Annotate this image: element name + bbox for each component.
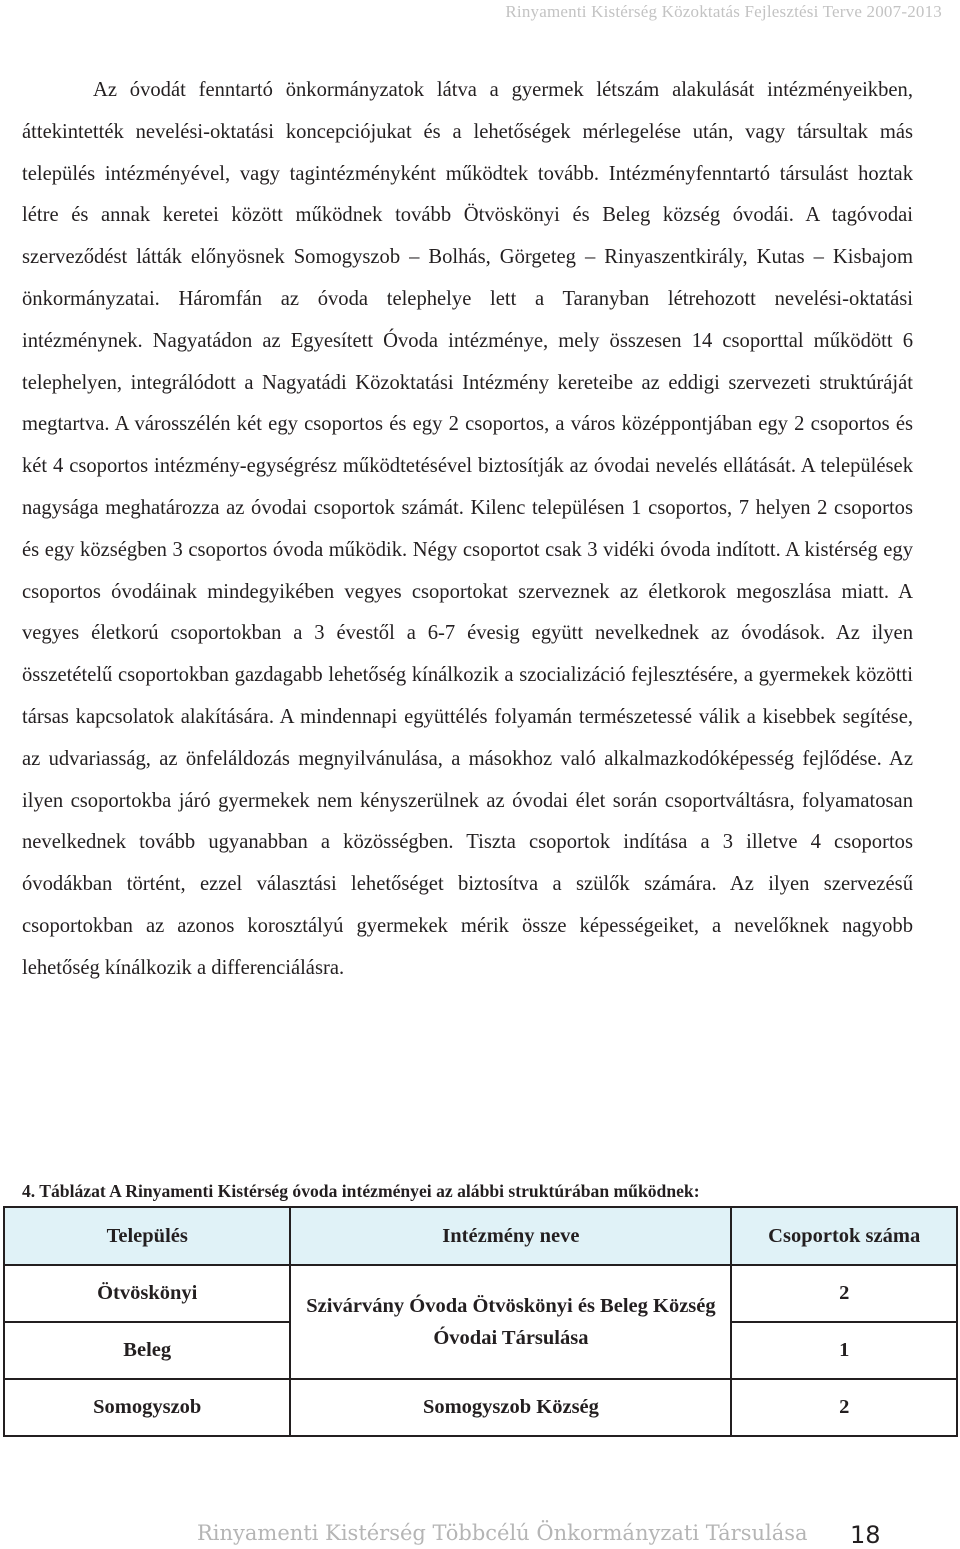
groups-cell: 1 bbox=[731, 1322, 957, 1379]
groups-cell: 2 bbox=[731, 1265, 957, 1322]
groups-cell: 2 bbox=[731, 1379, 957, 1436]
table-row bbox=[4, 1265, 957, 1322]
institution-cell: Szivárvány Óvoda Ötvöskönyi és Beleg Község Óvodai Társulása bbox=[290, 1265, 731, 1379]
running-header: Rinyamenti Kistérség Közoktatás Fejlesztési Terve 2007-2013 bbox=[505, 2, 942, 21]
column-header-groups: Csoportok száma bbox=[731, 1207, 957, 1265]
column-header-settlement: Település bbox=[4, 1207, 290, 1265]
running-footer: Rinyamenti Kistérség Többcélú Önkormányzati Társulása bbox=[197, 1521, 808, 1545]
table-caption: 4. Táblázat A Rinyamenti Kistérség óvoda intézményei az alábbi struktúrában működnek: bbox=[22, 1181, 700, 1201]
institution-cell: Somogyszob Község bbox=[290, 1379, 731, 1436]
body-paragraph: Az óvodát fenntartó önkormányzatok látva a gyermek létszám alakulását intézményeikben, áttekintették nevelési-oktatási koncepciójukat és a lehetőségek mérlegelése után, vagy társultak más település intézményével, vagy tagintézményként működtek tovább. Intézményfenntartó társulást hoztak létre és annak keretei között működnek tovább Ötvöskönyi és Beleg község óvodái. A tagóvodai szerveződést látták előnyösnek Somogyszob – Bolhás, Görgeteg – Rinyaszentkirály, Kutas – Kisbajom önkormányzatai. Háromfán az óvoda telephelye lett a Taranyban létrehozott nevelési-oktatási intézménynek. Nagyatádon az Egyesített Óvoda intézménye, mely összesen 14 csoporttal működött 6 telephelyen, integrálódott a Nagyatádi Közoktatási Intézmény kereteibe az eddigi szervezeti struktúráját megtartva. A városszélén két egy csoportos és egy 2 csoportos, a város középpontjában egy 2 csoportos és két 4 csoportos intézmény-egységrész működtetésével biztosítják az óvodai nevelés ellátását. A települések nagysága meghatározza az óvodai csoportok számát. Kilenc településen 1 csoportos, 7 helyen 2 csoportos és egy községben 3 csoportos óvoda működik. Négy csoportot csak 3 vidéki óvoda indított. A kistérség egy csoportos óvodáinak mindegyikében vegyes csoportokat szerveznek az életkorok megoszlása miatt. A vegyes életkorú csoportokban a 3 évestől a 6-7 évesig együtt nevelkednek az óvodások. Az ilyen összetételű csoportokban gazdagabb lehetőség kínálkozik a szocializáció fejlesztésére, a gyermekek közötti társas kapcsolatok alakítására. A mindennapi együttélés folyamán természetessé válik a kisebbek segítése, az udvariasság, az önfeláldozás megnyilvánulása, a másokhoz való alkalmazkodóképesség fejlődése. Az ilyen csoportokba járó gyermekek nem kényszerülnek az óvodai élet során csoportváltásra, folyamatosan nevelkednek tovább ugyanabban a közösségben. Tiszta csoportok indítása a 3 illetve 4 csoportos óvodákban történt, ezzel választási lehetőséget biztosítva a szülők számára. Az ilyen szervezésű csoportokban az azonos korosztályú gyermekek mérik össze képességeiket, a nevelőknek nagyobb lehetőség kínálkozik a differenciálásra. bbox=[22, 79, 913, 979]
table-header-row bbox=[4, 1207, 957, 1265]
column-header-institution: Intézmény neve bbox=[290, 1207, 731, 1265]
settlement-cell: Ötvöskönyi bbox=[4, 1265, 290, 1322]
table-row bbox=[4, 1379, 957, 1436]
page-number: 18 bbox=[850, 1521, 881, 1549]
settlement-cell: Beleg bbox=[4, 1322, 290, 1379]
kindergarten-table bbox=[3, 1206, 958, 1437]
settlement-cell: Somogyszob bbox=[4, 1379, 290, 1436]
